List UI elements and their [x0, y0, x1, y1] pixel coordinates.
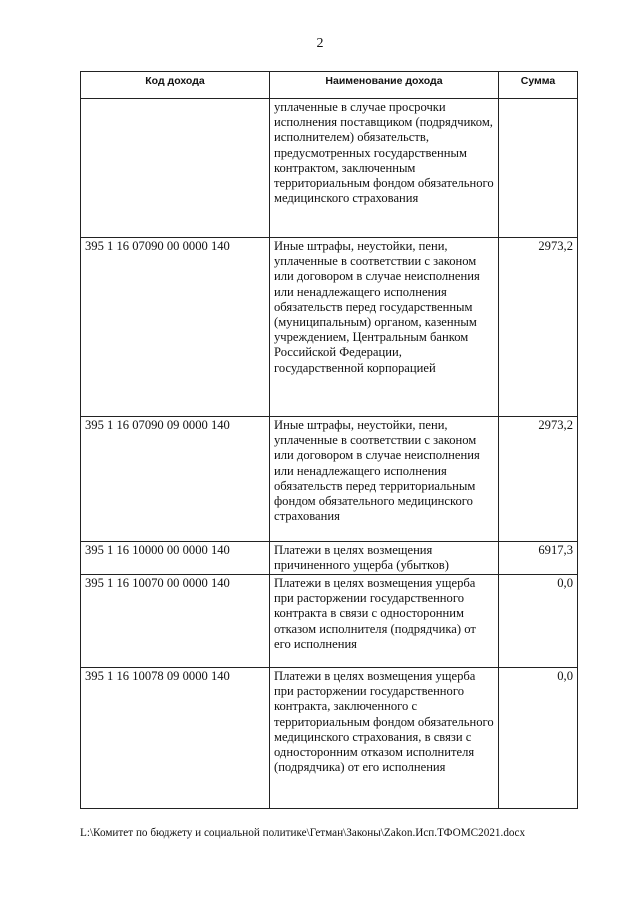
- income-code: 395 1 16 07090 00 0000 140: [81, 238, 270, 417]
- income-name: Иные штрафы, неустойки, пени, уплаченные в соответствии с законом или договором в случае неисполнения или ненадлежащего исполнения обязательств перед территориальным фондом обязательного медицинского страхования: [270, 417, 499, 542]
- income-code: 395 1 16 07090 09 0000 140: [81, 417, 270, 542]
- income-amount: 2973,2: [499, 417, 578, 542]
- income-amount: 2973,2: [499, 238, 578, 417]
- income-amount: [499, 99, 578, 238]
- header-amount: Сумма: [499, 72, 578, 99]
- income-name: Платежи в целях возмещения причиненного ущерба (убытков): [270, 542, 499, 575]
- income-code: [81, 99, 270, 238]
- income-name: Платежи в целях возмещения ущерба при расторжении государственного контракта в связи с односторонним отказом исполнителя (подрядчика) от его исполнения: [270, 575, 499, 668]
- header-name: Наименование дохода: [270, 72, 499, 99]
- table-row: [81, 542, 578, 575]
- table-row: [81, 238, 578, 417]
- income-table: [80, 71, 578, 809]
- table-row: [81, 99, 578, 238]
- table-header-row: [81, 72, 578, 99]
- header-code: Код дохода: [81, 72, 270, 99]
- table-row: [81, 575, 578, 668]
- page-number: 2: [316, 36, 324, 51]
- income-amount: 0,0: [499, 668, 578, 809]
- income-code: 395 1 16 10000 00 0000 140: [81, 542, 270, 575]
- table-row: [81, 417, 578, 542]
- income-name: Платежи в целях возмещения ущерба при расторжении государственного контракта, заключенного с территориальным фондом обязательного медицинского страхования, в связи с односторонним отказом исполнителя (подрядчика) от его исполнения: [270, 668, 499, 809]
- income-code: 395 1 16 10070 00 0000 140: [81, 575, 270, 668]
- income-name: уплаченные в случае просрочки исполнения поставщиком (подрядчиком, исполнителем) обязательств, предусмотренных государственным контрактом, заключенным территориальным фондом обязательного медицинского страхования: [270, 99, 499, 238]
- income-name: Иные штрафы, неустойки, пени, уплаченные в соответствии с законом или договором в случае неисполнения или ненадлежащего исполнения обязательств перед государственным (муниципальным) органом, казенным учреждением, Центральным банком Российской Федерации, государственной корпорацией: [270, 238, 499, 417]
- table-row: [81, 668, 578, 809]
- income-code: 395 1 16 10078 09 0000 140: [81, 668, 270, 809]
- income-amount: 0,0: [499, 575, 578, 668]
- file-path-footer: L:\Комитет по бюджету и социальной политике\Гетман\Законы\Zakon.Исп.ТФОМС2021.docx: [80, 827, 526, 839]
- income-amount: 6917,3: [499, 542, 578, 575]
